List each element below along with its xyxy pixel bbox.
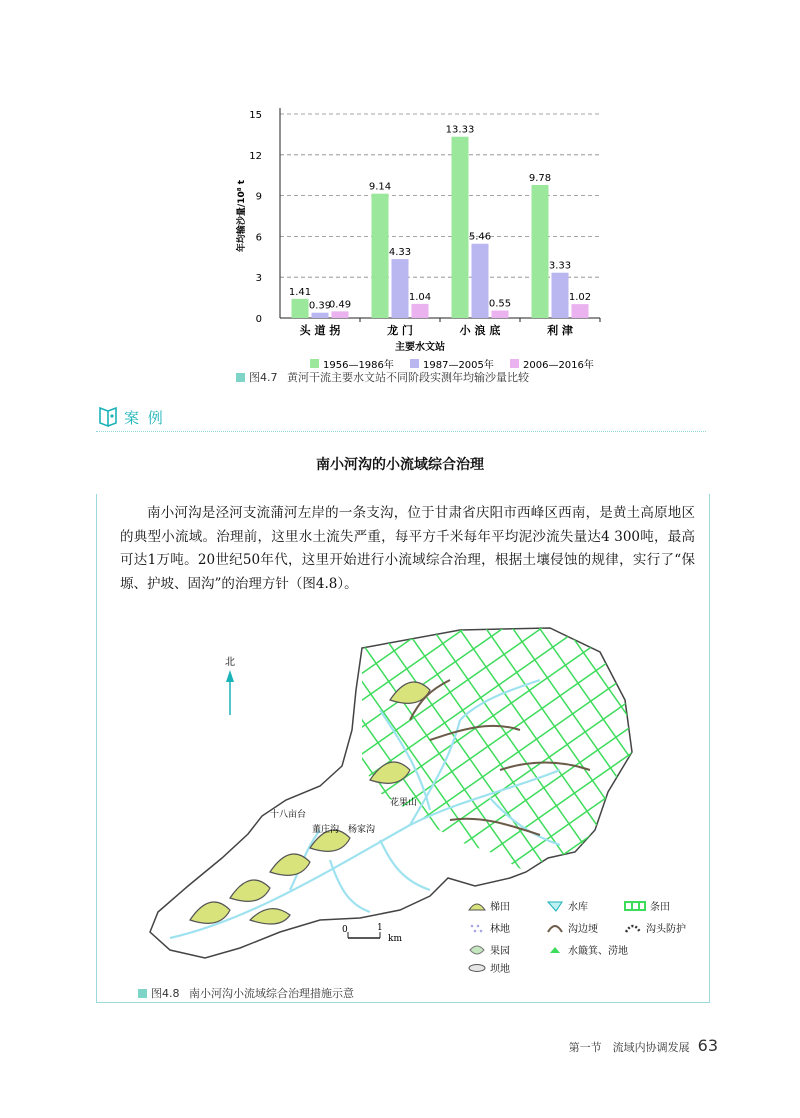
bar-0-2 bbox=[452, 137, 469, 318]
map-legend bbox=[462, 898, 702, 975]
x-category-label: 头 道 拐 bbox=[299, 324, 341, 337]
bar-2-0 bbox=[332, 311, 349, 318]
legend-terrace: 梯田 bbox=[468, 898, 510, 913]
y-tick-label: 12 bbox=[249, 150, 262, 162]
dustpan-swatch-icon bbox=[546, 944, 564, 956]
page-footer bbox=[569, 1036, 718, 1055]
place-label-shibamutai: 十八亩台 bbox=[270, 810, 307, 820]
y-tick-label: 6 bbox=[255, 232, 262, 244]
bar-value-label: 9.78 bbox=[528, 172, 552, 184]
bar-1-3 bbox=[552, 273, 569, 318]
case-header bbox=[96, 405, 165, 429]
caption-marker bbox=[236, 373, 245, 382]
page-number: 63 bbox=[697, 1036, 718, 1055]
orchard-swatch-icon bbox=[468, 944, 486, 956]
terrace-swatch-icon bbox=[468, 900, 486, 912]
y-axis-label: 年均输沙量/10⁸ t bbox=[237, 179, 247, 253]
legend-gully-ridge: 沟边埂 bbox=[546, 920, 598, 935]
legend-label-0: 1956—1986年 bbox=[323, 360, 394, 371]
legend-orchard: 果园 bbox=[468, 942, 510, 957]
place-label-huaguoshan: 花果山 bbox=[390, 798, 418, 808]
bar-value-label: 3.33 bbox=[548, 260, 572, 272]
legend-label-2: 2006—2016年 bbox=[523, 360, 594, 371]
forest-swatch-icon bbox=[468, 922, 486, 934]
bar-value-label: 0.39 bbox=[308, 300, 332, 312]
bar-1-0 bbox=[312, 313, 329, 318]
x-category-label: 龙 门 bbox=[387, 324, 413, 337]
scale-one: 1 bbox=[377, 923, 383, 933]
y-tick-label: 15 bbox=[249, 110, 262, 121]
figure-4-7-text: 黄河干流主要水文站不同阶段实测年均输沙量比较 bbox=[287, 371, 529, 384]
strip-field-swatch-icon bbox=[624, 900, 646, 912]
scale-unit: km bbox=[388, 934, 402, 944]
scale-zero: 0 bbox=[342, 925, 348, 935]
footer-section: 第一节 流域内协调发展 bbox=[568, 1041, 690, 1054]
bar-0-0 bbox=[292, 299, 309, 318]
place-label-yangjiagou: 杨家沟 bbox=[348, 825, 376, 835]
figure-4-7-number: 图4.7 bbox=[249, 371, 278, 384]
bar-0-3 bbox=[532, 185, 549, 318]
legend-swatch-1 bbox=[410, 359, 419, 368]
gully-head-swatch-icon bbox=[624, 922, 642, 934]
legend-swatch-2 bbox=[510, 359, 519, 368]
place-label-dongzhuanggou: 董庄沟 bbox=[312, 825, 340, 835]
legend-strip-field: 条田 bbox=[624, 898, 670, 913]
bar-value-label: 0.55 bbox=[488, 298, 512, 310]
figure-4-8-text: 南小河沟小流域综合治理措施示意 bbox=[189, 987, 354, 1000]
bar-value-label: 1.41 bbox=[288, 286, 312, 298]
bar-value-label: 1.04 bbox=[408, 291, 432, 303]
x-category-label: 利 津 bbox=[547, 324, 573, 337]
bar-value-label: 1.02 bbox=[568, 292, 592, 304]
bar-value-label: 5.46 bbox=[468, 231, 492, 243]
caption-marker bbox=[138, 989, 147, 998]
reservoir-swatch-icon bbox=[546, 900, 564, 912]
case-paragraph: 南小河沟是泾河支流蒲河左岸的一条支沟，位于甘肃省庆阳市西峰区西南，是黄土高原地区的典型小流域。治理前，这里水土流失严重，每平方千米每年平均泥沙流失量达4 300吨，最高可达1万吨。20世纪50年代，这里开始进行小流域综合治理，根据土壤侵蚀的规律，实行了“保塬、护坡、固沟”的治理方针（图4.8）。 bbox=[120, 505, 695, 592]
sediment-bar-chart bbox=[230, 100, 610, 380]
figure-4-8-caption bbox=[138, 985, 354, 1001]
x-axis-label: 主要水文站 bbox=[395, 342, 445, 353]
case-label: 案 例 bbox=[124, 408, 165, 427]
bar-2-3 bbox=[572, 304, 589, 318]
bar-2-2 bbox=[492, 311, 509, 318]
case-book-icon bbox=[96, 405, 120, 429]
legend-gully-head: 沟头防护 bbox=[624, 920, 686, 935]
bar-value-label: 9.14 bbox=[368, 181, 392, 193]
bar-1-2 bbox=[472, 244, 489, 318]
bar-1-1 bbox=[392, 259, 409, 318]
y-tick-label: 0 bbox=[255, 314, 262, 325]
bar-value-label: 13.33 bbox=[445, 124, 475, 136]
bar-value-label: 4.33 bbox=[388, 247, 412, 259]
north-arrow bbox=[225, 656, 235, 715]
scale-bar bbox=[342, 923, 402, 944]
bar-0-1 bbox=[372, 194, 389, 318]
bar-value-label: 0.49 bbox=[328, 299, 352, 311]
legend-dam-land: 坝地 bbox=[468, 960, 510, 975]
gully-ridge-swatch-icon bbox=[546, 922, 564, 934]
legend-reservoir: 水库 bbox=[546, 898, 588, 913]
legend-swatch-0 bbox=[310, 359, 319, 368]
case-title: 南小河沟的小流域综合治理 bbox=[316, 457, 484, 473]
legend-forest: 林地 bbox=[468, 920, 510, 935]
x-category-label: 小 浪 底 bbox=[459, 324, 501, 337]
legend-dustpan: 水簸箕、涝地 bbox=[546, 942, 628, 957]
figure-4-7-caption bbox=[236, 369, 529, 385]
north-label: 北 bbox=[225, 657, 235, 668]
y-tick-label: 9 bbox=[255, 191, 262, 203]
figure-4-8-number: 图4.8 bbox=[151, 987, 180, 1000]
bar-2-1 bbox=[412, 304, 429, 318]
dam-land-swatch-icon bbox=[468, 962, 486, 974]
legend-label-1: 1987—2005年 bbox=[423, 360, 494, 371]
case-divider bbox=[96, 431, 706, 432]
y-tick-label: 3 bbox=[255, 273, 262, 285]
